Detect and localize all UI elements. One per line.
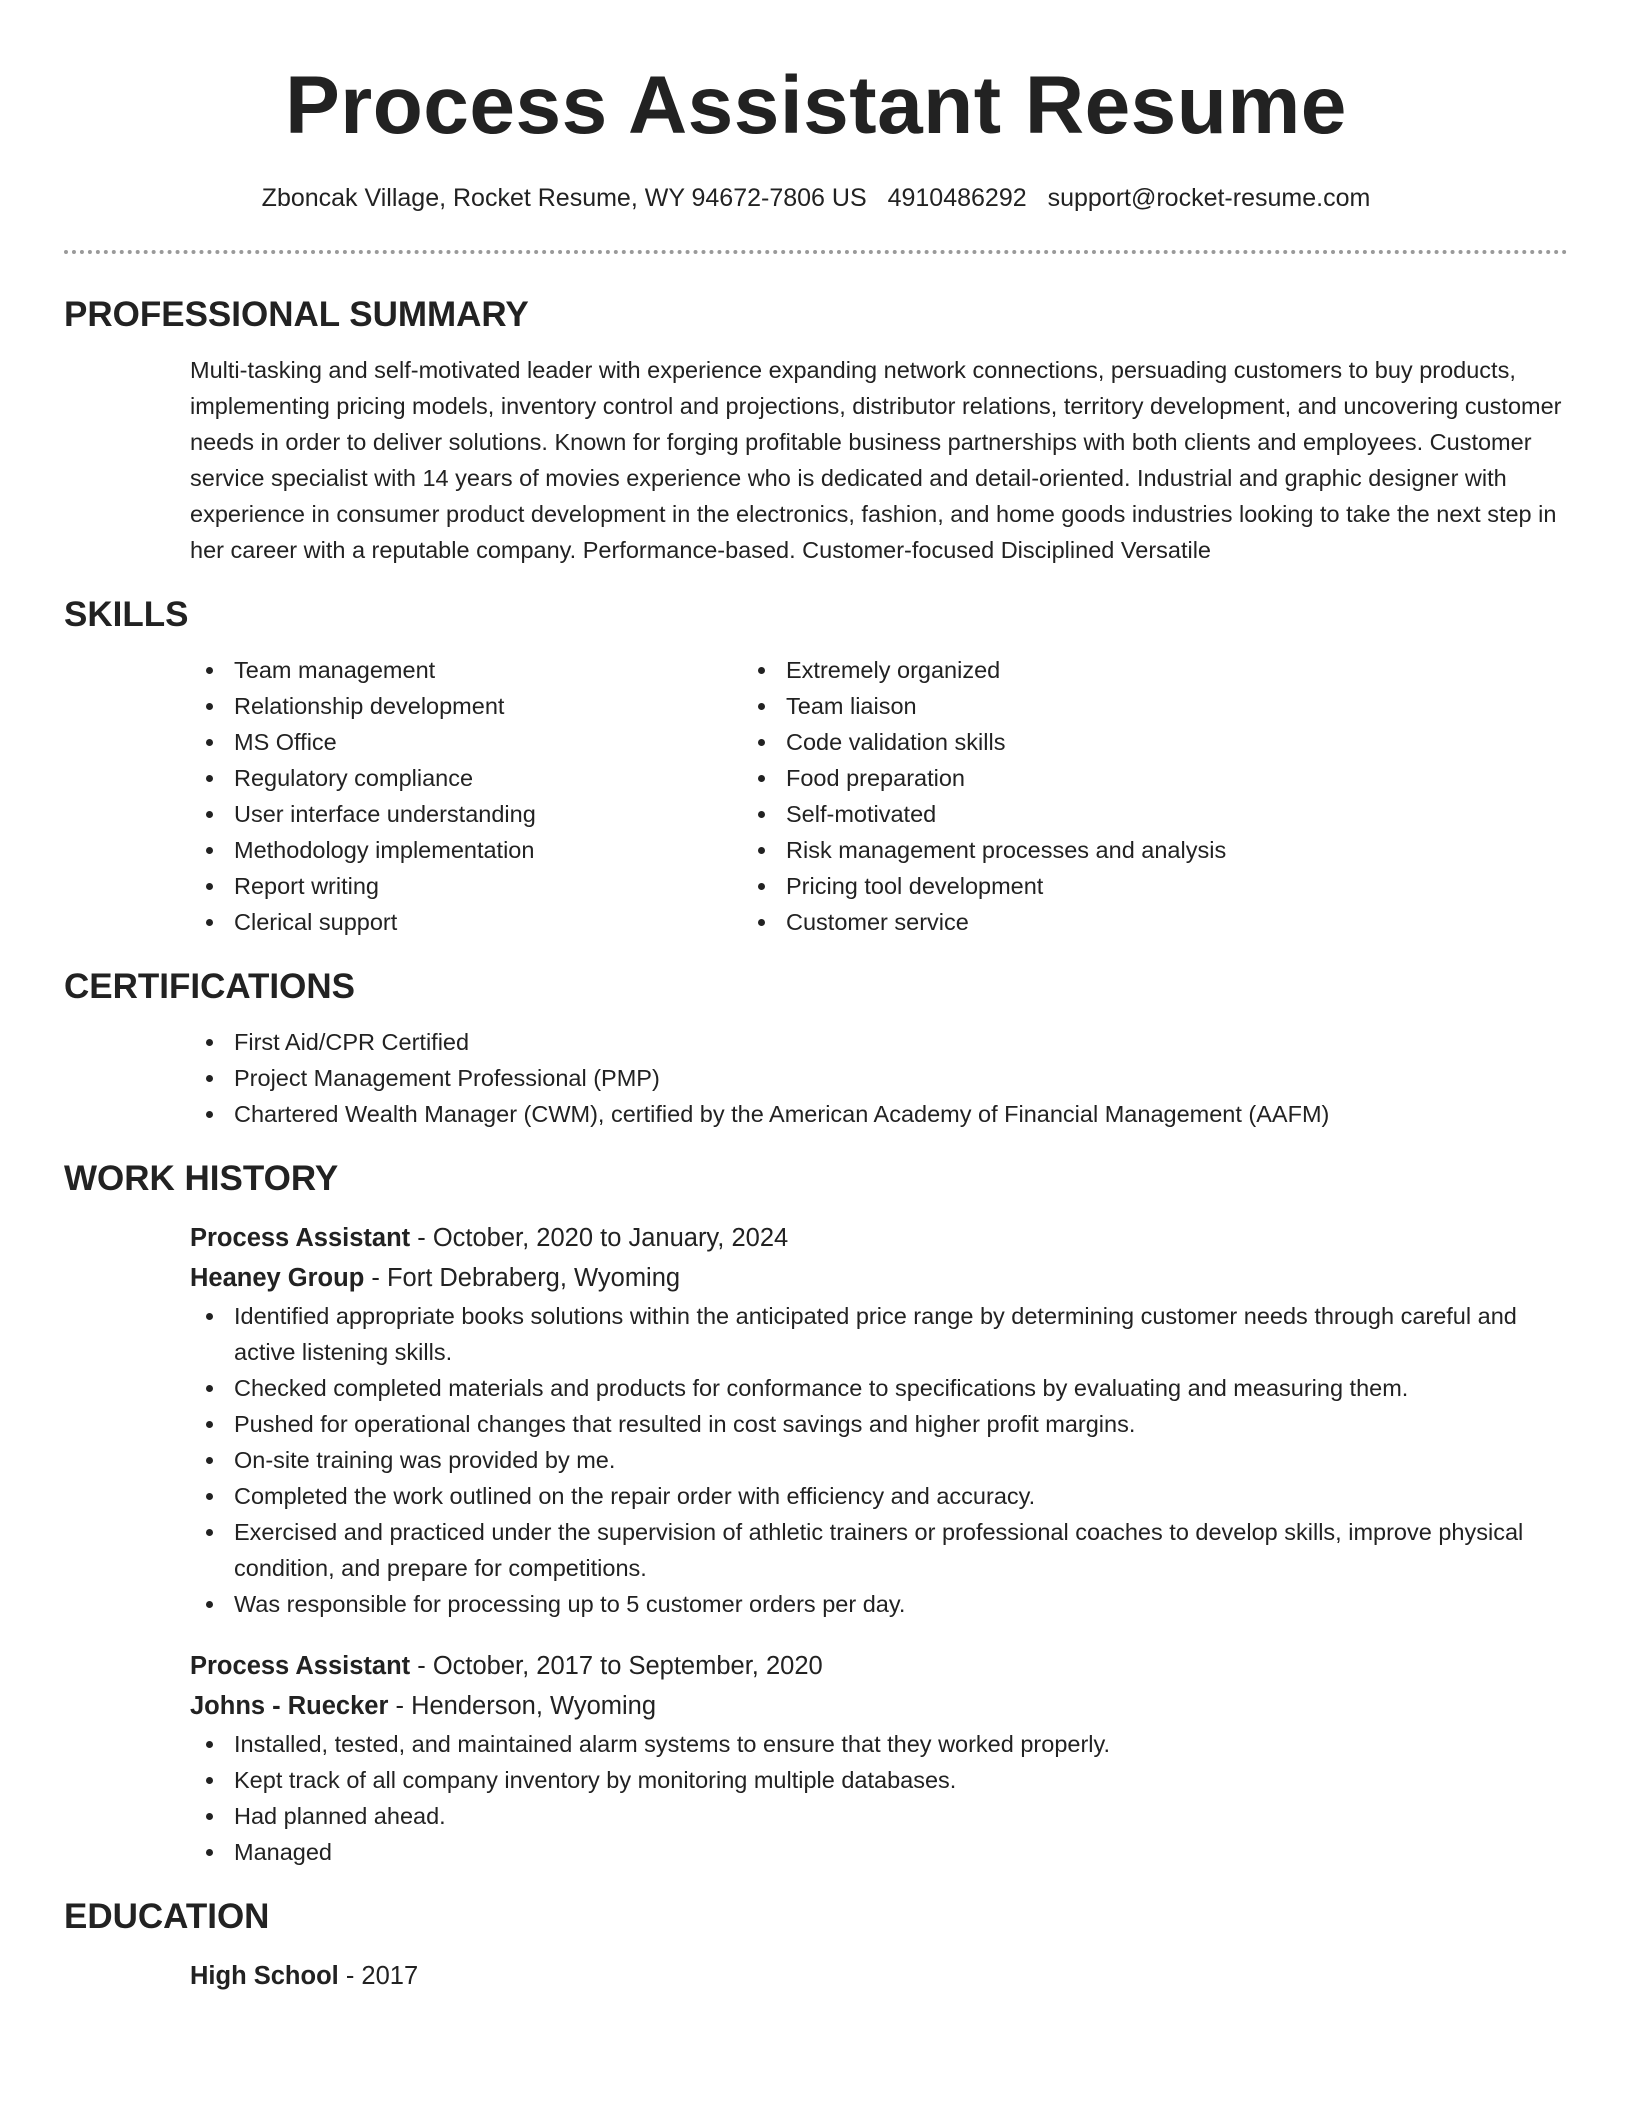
skill-item: MS Office <box>190 724 742 760</box>
skill-item: Relationship development <box>190 688 742 724</box>
job-bullet: Installed, tested, and maintained alarm systems to ensure that they worked properly. <box>190 1726 1568 1762</box>
education-section <box>64 1892 1568 1996</box>
job-title-line <box>190 1218 1568 1258</box>
skill-item: Extremely organized <box>742 652 1226 688</box>
skills-section <box>64 590 1568 940</box>
job-company: Johns - Ruecker <box>190 1692 389 1720</box>
job-bullet: On-site training was provided by me. <box>190 1442 1568 1478</box>
skill-item: Team management <box>190 652 742 688</box>
job-bullet: Managed <box>190 1834 1568 1870</box>
resume-content <box>64 290 1568 1996</box>
job-bullets <box>64 1298 1568 1622</box>
certification-item: First Aid/CPR Certified <box>190 1024 1568 1060</box>
job-entry <box>64 1646 1568 1870</box>
skill-item: Code validation skills <box>742 724 1226 760</box>
job-bullet: Was responsible for processing up to 5 customer orders per day. <box>190 1586 1568 1622</box>
work-history-heading: WORK HISTORY <box>64 1159 339 1198</box>
skill-item: Team liaison <box>742 688 1226 724</box>
certifications-section <box>64 962 1568 1132</box>
contact-phone: 4910486292 <box>887 184 1027 212</box>
skills-grid <box>64 652 1568 940</box>
job-dates: - October, 2017 to September, 2020 <box>410 1652 823 1680</box>
certifications-heading: CERTIFICATIONS <box>64 967 356 1006</box>
page-title: Process Assistant Resume <box>285 60 1347 151</box>
job-title: Process Assistant <box>190 1224 411 1252</box>
skill-item: Methodology implementation <box>190 832 742 868</box>
job-bullet: Completed the work outlined on the repair order with efficiency and accuracy. <box>190 1478 1568 1514</box>
job-bullets <box>64 1726 1568 1870</box>
education-degree: High School <box>190 1962 339 1990</box>
summary-heading: PROFESSIONAL SUMMARY <box>64 295 529 334</box>
contact-line <box>0 182 1632 214</box>
skill-item: Risk management processes and analysis <box>742 832 1226 868</box>
job-location: - Fort Debraberg, Wyoming <box>364 1264 681 1292</box>
header-divider <box>64 250 1568 254</box>
skill-item: Regulatory compliance <box>190 760 742 796</box>
work-history-section <box>64 1154 1568 1870</box>
job-bullet: Checked completed materials and products for conformance to specifications by evaluating and measuring them. <box>190 1370 1568 1406</box>
skill-item: Customer service <box>742 904 1226 940</box>
contact-address: Zboncak Village, Rocket Resume, WY 94672-7806 US <box>261 184 867 212</box>
job-bullet: Identified appropriate books solutions within the anticipated price range by determining customer needs through careful and active listening skills. <box>190 1298 1568 1370</box>
skill-item: User interface understanding <box>190 796 742 832</box>
skill-item: Self-motivated <box>742 796 1226 832</box>
education-heading: EDUCATION <box>64 1897 270 1936</box>
skills-list-left <box>64 652 742 940</box>
job-title-line <box>190 1646 1568 1686</box>
job-company-line <box>190 1258 1568 1298</box>
skill-item: Report writing <box>190 868 742 904</box>
certification-item: Project Management Professional (PMP) <box>190 1060 1568 1096</box>
job-bullet: Pushed for operational changes that resulted in cost savings and higher profit margins. <box>190 1406 1568 1442</box>
skills-list-right <box>742 652 1226 940</box>
job-entry <box>64 1218 1568 1622</box>
certification-item: Chartered Wealth Manager (CWM), certified by the American Academy of Financial Management (AAFM) <box>190 1096 1568 1132</box>
certifications-list <box>64 1024 1568 1132</box>
job-bullet: Had planned ahead. <box>190 1798 1568 1834</box>
contact-email: support@rocket-resume.com <box>1047 184 1371 212</box>
job-company-line <box>190 1686 1568 1726</box>
skill-item: Pricing tool development <box>742 868 1226 904</box>
summary-section <box>64 290 1568 568</box>
job-dates: - October, 2020 to January, 2024 <box>410 1224 789 1252</box>
job-bullet: Exercised and practiced under the supervision of athletic trainers or professional coaches to develop skills, improve physical condition, and prepare for competitions. <box>190 1514 1568 1586</box>
education-year: - 2017 <box>338 1962 419 1990</box>
education-line <box>190 1956 1568 1996</box>
summary-text: Multi-tasking and self-motivated leader with experience expanding network connections, persuading customers to buy products, implementing pricing models, inventory control and projections, distributor relations, territory development, and uncovering customer needs in order to deliver solutions. Known for forging profitable business partnerships with both clients and employees. Customer service specialist with 14 years of movies experience who is dedicated and detail-oriented. Industrial and graphic designer with experience in consumer product development in the electronics, fashion, and home goods industries looking to take the next step in her career with a reputable company. Performance-based. Customer-focused Disciplined Versatile <box>190 357 1562 563</box>
job-location: - Henderson, Wyoming <box>388 1692 657 1720</box>
job-bullet: Kept track of all company inventory by monitoring multiple databases. <box>190 1762 1568 1798</box>
skill-item: Clerical support <box>190 904 742 940</box>
job-title: Process Assistant <box>190 1652 411 1680</box>
skills-heading: SKILLS <box>64 595 189 634</box>
skill-item: Food preparation <box>742 760 1226 796</box>
job-company: Heaney Group <box>190 1264 365 1292</box>
